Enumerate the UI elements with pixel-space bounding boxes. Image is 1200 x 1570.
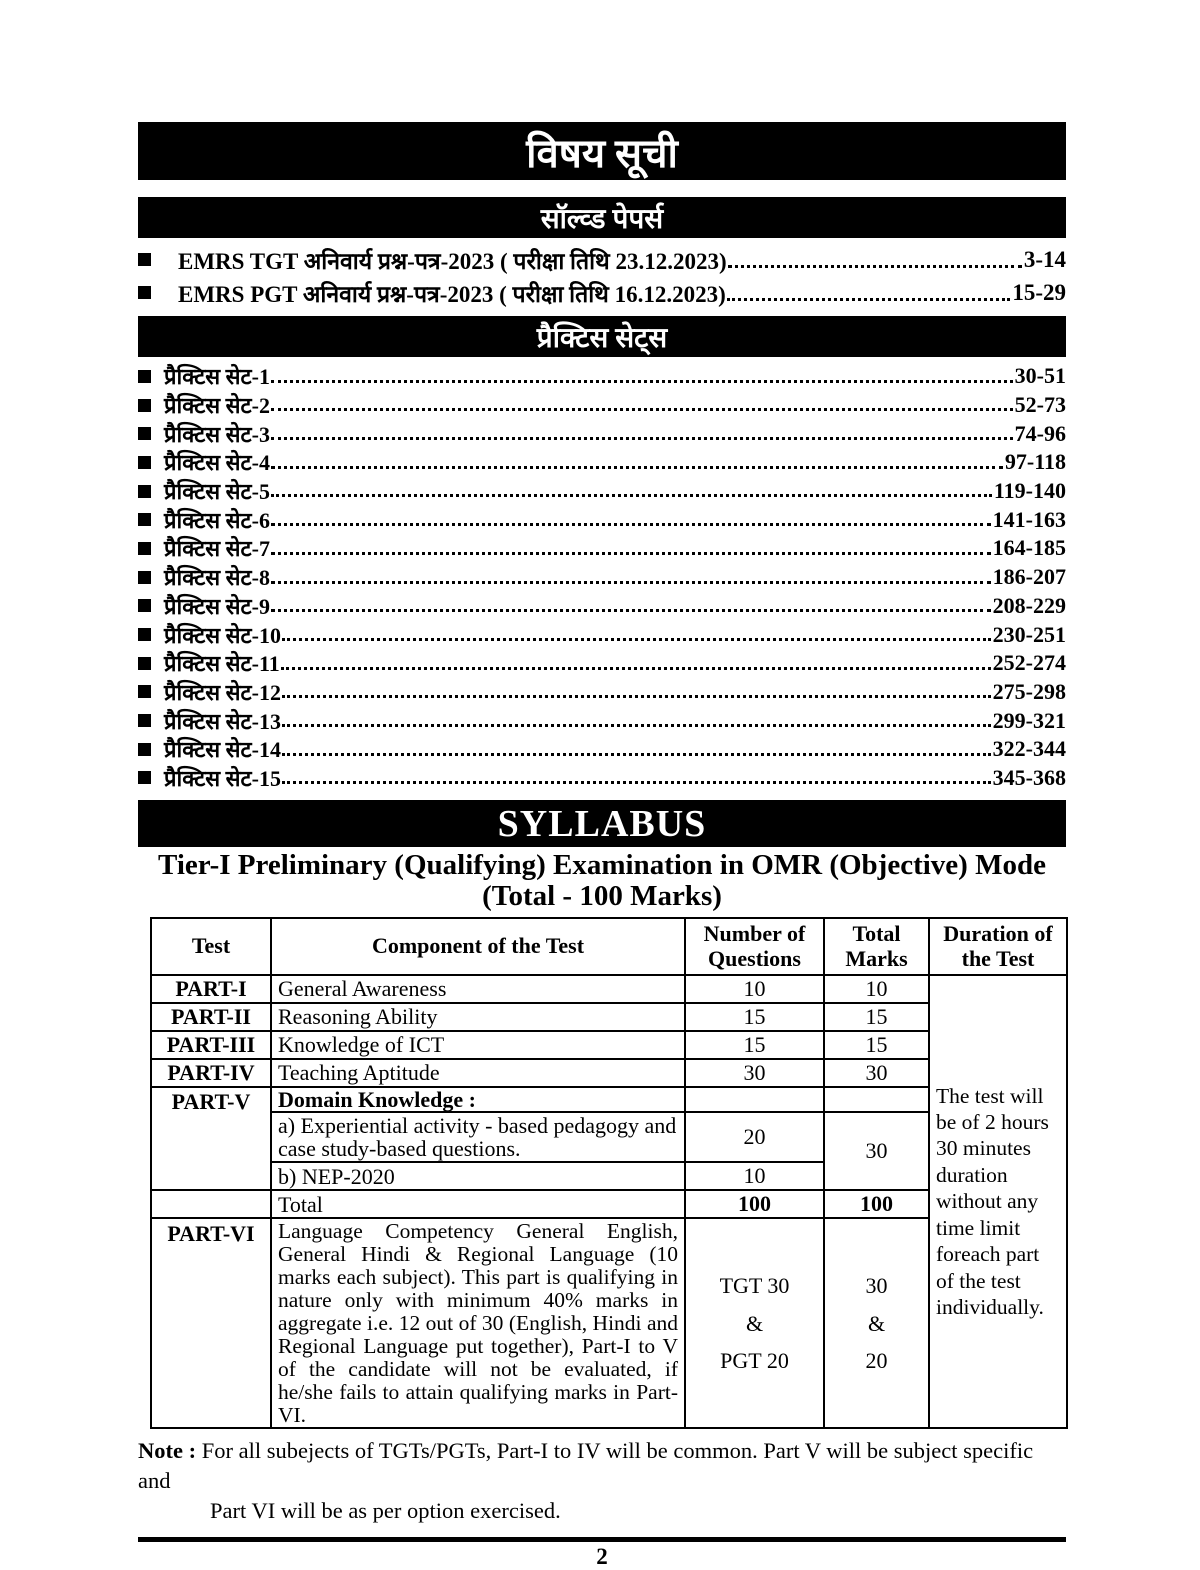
page-number: 2	[596, 1544, 608, 1570]
bullet-square-icon	[138, 571, 151, 584]
footnote	[138, 1436, 1066, 1526]
toc-entry-pages: 52-73	[1014, 392, 1066, 418]
footnote-line1: For all subejects of TGTs/PGTs, Part-I to IV will be common. Part V will be subject specific and	[138, 1438, 1034, 1494]
cell-questions-stack	[685, 1218, 824, 1428]
header-marks: Total Marks	[824, 918, 929, 974]
cell-test: PART-I	[151, 975, 271, 1003]
bullet-square-icon	[138, 399, 151, 412]
footnote-label: Note :	[138, 1438, 197, 1464]
footnote-line2: Part VI will be as per option exercised.	[210, 1498, 561, 1524]
cell-marks-empty	[824, 1087, 929, 1113]
cell-component: a) Experiential activity - based pedagogy and case study-based questions.	[271, 1112, 685, 1162]
cell-questions: 20	[685, 1112, 824, 1162]
solved-papers-banner	[138, 197, 1066, 238]
cell-marks-stack	[824, 1218, 929, 1428]
questions-line: PGT 20	[720, 1348, 789, 1374]
bullet-square-icon	[138, 370, 151, 383]
toc-entry-pages: 322-344	[992, 736, 1066, 762]
toc-entry-pages: 299-321	[992, 707, 1066, 733]
bullet-square-icon	[138, 542, 151, 555]
cell-component: b) NEP-2020	[271, 1162, 685, 1190]
toc-entry	[138, 649, 1066, 678]
toc-entry-pages: 3-14	[1023, 246, 1066, 272]
cell-test-empty	[151, 1190, 271, 1218]
cell-questions: 100	[685, 1190, 824, 1218]
cell-test: PART-IV	[151, 1059, 271, 1087]
questions-line: &	[745, 1310, 764, 1336]
toc-entry-label: प्रैक्टिस सेट-9	[164, 593, 270, 619]
cell-test: PART-V	[151, 1087, 271, 1191]
practice-sets-banner	[138, 316, 1066, 357]
toc-entry-label: प्रैक्टिस सेट-5	[164, 479, 270, 505]
cell-component: Total	[271, 1190, 685, 1218]
cell-marks: 15	[824, 1003, 929, 1031]
toc-entry-label: प्रैक्टिस सेट-6	[164, 507, 270, 533]
toc-entry-label: EMRS PGT अनिवार्य प्रश्न-पत्र-2023 ( परीक्षा तिथि 16.12.2023)	[178, 281, 726, 307]
dotted-leader	[282, 781, 991, 784]
cell-test: PART-VI	[151, 1218, 271, 1428]
toc-entry-label: प्रैक्टिस सेट-14	[164, 737, 281, 763]
solved-papers-heading: सॉल्व्ड पेपर्स	[540, 203, 664, 235]
dotted-leader	[281, 667, 991, 670]
dotted-leader	[282, 753, 991, 756]
dotted-leader	[282, 638, 991, 641]
toc-entry-pages: 119-140	[993, 478, 1066, 504]
dotted-leader	[282, 695, 991, 698]
toc-entry	[138, 678, 1066, 707]
dotted-leader	[271, 408, 1013, 411]
bullet-square-icon	[138, 628, 151, 641]
toc-entry	[138, 391, 1066, 420]
toc-entry-label: प्रैक्टिस सेट-8	[164, 565, 270, 591]
syllabus-title-line1: Tier-I Preliminary (Qualifying) Examination in OMR (Objective) Mode	[158, 849, 1046, 882]
marks-line: 30	[865, 1272, 888, 1298]
toc-entry-label: प्रैक्टिस सेट-15	[164, 765, 281, 791]
toc-entry-pages: 345-368	[992, 764, 1066, 790]
bullet-square-icon	[138, 743, 151, 756]
bullet-square-icon	[138, 427, 151, 440]
practice-sets-list	[138, 357, 1066, 792]
cell-duration-note: The test will be of 2 hours 30 minutes duration without any time limit foreach part of the test individually.	[929, 975, 1067, 1429]
cell-questions: 15	[685, 1031, 824, 1059]
toc-entry-pages: 74-96	[1014, 420, 1066, 446]
toc-entry-pages: 275-298	[992, 678, 1066, 704]
bullet-square-icon	[138, 253, 151, 266]
toc-entry	[138, 477, 1066, 506]
bullet-square-icon	[138, 485, 151, 498]
toc-entry-label: प्रैक्टिस सेट-3	[164, 421, 270, 447]
syllabus-title	[138, 850, 1066, 912]
dotted-leader	[271, 380, 1013, 383]
toc-entry	[138, 243, 1066, 276]
toc-entry	[138, 362, 1066, 391]
toc-title-banner	[138, 122, 1066, 180]
dotted-leader	[282, 724, 991, 727]
bullet-square-icon	[138, 771, 151, 784]
syllabus-table	[150, 917, 1068, 1429]
header-questions: Number of Questions	[685, 918, 824, 974]
dotted-leader	[271, 437, 1013, 440]
toc-entry-label: प्रैक्टिस सेट-7	[164, 536, 270, 562]
toc-entry-pages: 30-51	[1014, 363, 1066, 389]
toc-entry-pages: 186-207	[992, 564, 1066, 590]
toc-entry-pages: 164-185	[992, 535, 1066, 561]
cell-component: Knowledge of ICT	[271, 1031, 685, 1059]
toc-entry	[138, 534, 1066, 563]
cell-marks: 10	[824, 975, 929, 1003]
cell-questions: 10	[685, 1162, 824, 1190]
dotted-leader	[271, 609, 991, 612]
toc-entry-pages: 97-118	[1004, 449, 1066, 475]
toc-entry	[138, 419, 1066, 448]
cell-marks: 100	[824, 1190, 929, 1218]
bullet-square-icon	[138, 657, 151, 670]
solved-papers-list	[138, 238, 1066, 309]
toc-entry	[138, 592, 1066, 621]
header-component: Component of the Test	[271, 918, 685, 974]
header-test: Test	[151, 918, 271, 974]
cell-component: General Awareness	[271, 975, 685, 1003]
toc-entry-pages: 230-251	[992, 621, 1066, 647]
toc-entry	[138, 706, 1066, 735]
toc-entry	[138, 764, 1066, 793]
cell-marks-merged: 30	[824, 1112, 929, 1190]
dotted-leader	[271, 581, 991, 584]
bullet-square-icon	[138, 513, 151, 526]
syllabus-heading: SYLLABUS	[497, 802, 707, 845]
toc-entry-pages: 141-163	[992, 506, 1066, 532]
bullet-square-icon	[138, 685, 151, 698]
toc-entry	[138, 735, 1066, 764]
syllabus-banner	[138, 800, 1066, 847]
cell-component: Reasoning Ability	[271, 1003, 685, 1031]
cell-component: Teaching Aptitude	[271, 1059, 685, 1087]
toc-entry-label: प्रैक्टिस सेट-4	[164, 450, 270, 476]
marks-line: 20	[865, 1348, 888, 1374]
cell-test: PART-II	[151, 1003, 271, 1031]
toc-entry-label: प्रैक्टिस सेट-10	[164, 622, 281, 648]
cell-questions: 10	[685, 975, 824, 1003]
toc-entry-pages: 208-229	[992, 592, 1066, 618]
questions-line: TGT 30	[719, 1272, 790, 1298]
toc-entry	[138, 620, 1066, 649]
footer-rule	[138, 1537, 1066, 1542]
dotted-leader	[271, 523, 991, 526]
toc-entry-label: प्रैक्टिस सेट-11	[164, 651, 280, 677]
toc-entry	[138, 276, 1066, 309]
marks-line: &	[867, 1310, 886, 1336]
bullet-square-icon	[138, 714, 151, 727]
toc-entry-label: प्रैक्टिस सेट-13	[164, 708, 281, 734]
toc-entry-label: प्रैक्टिस सेट-2	[164, 393, 270, 419]
cell-component: Domain Knowledge :	[271, 1087, 685, 1113]
toc-entry	[138, 505, 1066, 534]
cell-questions-empty	[685, 1087, 824, 1113]
bullet-square-icon	[138, 456, 151, 469]
cell-test: PART-III	[151, 1031, 271, 1059]
cell-component: Language Competency General English, General Hindi & Regional Language (10 marks each subject). This part is qualifying in nature only with minimum 40% marks in aggregate i.e. 12 out of 30 (English, Hindi and Regional Language put together), Part-I to V of the candidate will not be evaluated, if he/she fails to attain qualifying marks in Part-VI.	[271, 1218, 685, 1428]
bullet-square-icon	[138, 599, 151, 612]
cell-questions: 30	[685, 1059, 824, 1087]
toc-entry	[138, 448, 1066, 477]
dotted-leader	[727, 298, 1011, 301]
dotted-leader	[271, 494, 992, 497]
dotted-leader	[728, 265, 1022, 268]
table-header-row	[151, 918, 1067, 974]
cell-marks: 30	[824, 1059, 929, 1087]
toc-title: विषय सूची	[526, 130, 678, 176]
cell-questions: 15	[685, 1003, 824, 1031]
toc-entry	[138, 563, 1066, 592]
bullet-square-icon	[138, 286, 151, 299]
toc-entry-label: प्रैक्टिस सेट-12	[164, 679, 281, 705]
dotted-leader	[271, 466, 1003, 469]
toc-entry-label: EMRS TGT अनिवार्य प्रश्न-पत्र-2023 ( परीक्षा तिथि 23.12.2023)	[178, 248, 727, 274]
toc-entry-pages: 15-29	[1012, 279, 1066, 305]
header-duration: Duration of the Test	[929, 918, 1067, 974]
page-content	[138, 0, 1066, 1570]
toc-entry-label: प्रैक्टिस सेट-1	[164, 364, 270, 390]
practice-sets-heading: प्रैक्टिस सेट्स	[536, 322, 668, 354]
table-row-part1	[151, 975, 1067, 1003]
syllabus-title-line2: (Total - 100 Marks)	[482, 880, 722, 913]
dotted-leader	[271, 552, 991, 555]
toc-entry-pages: 252-274	[992, 650, 1066, 676]
cell-marks: 15	[824, 1031, 929, 1059]
